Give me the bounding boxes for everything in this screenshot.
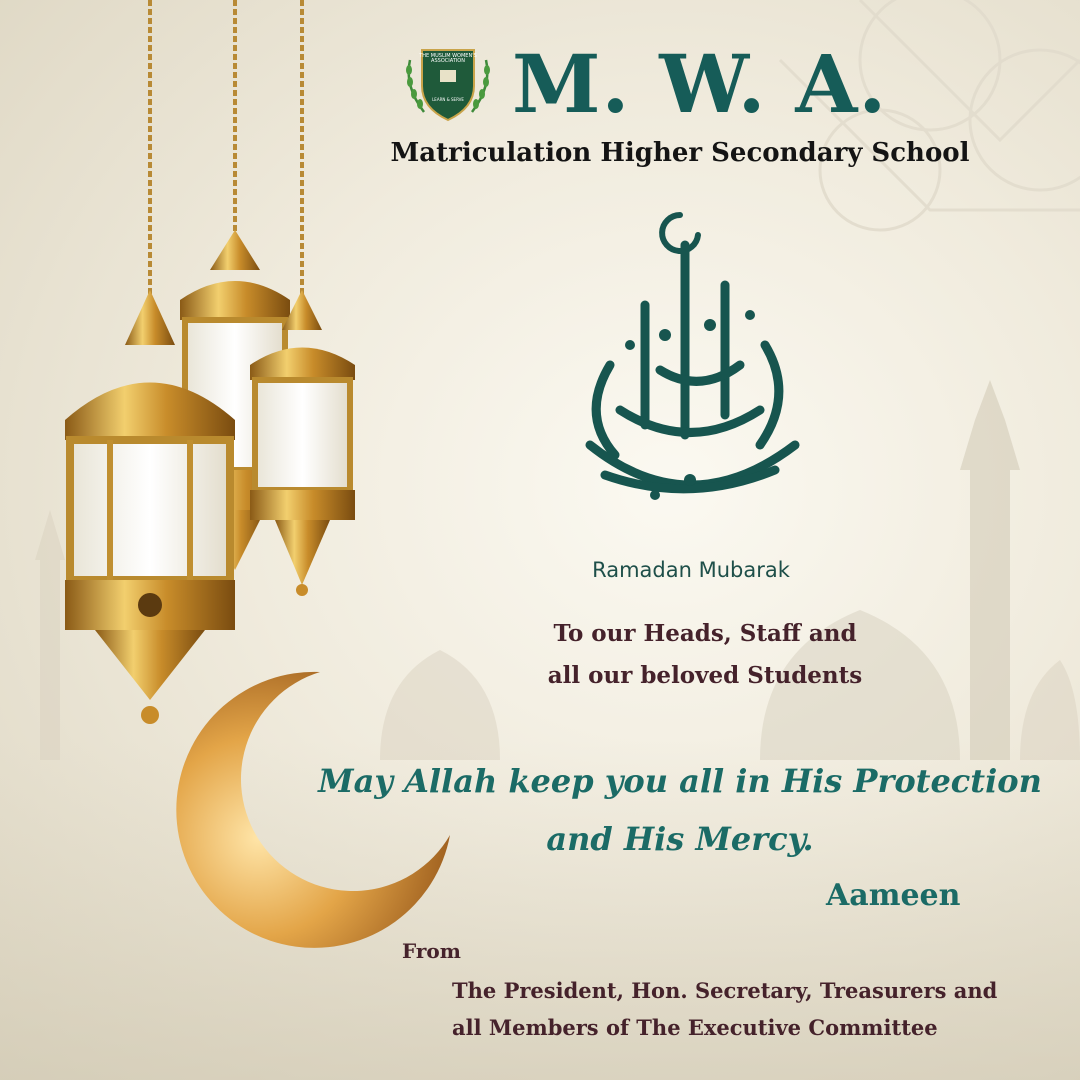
signature-line-2: all Members of The Executive Committee xyxy=(452,1015,938,1040)
crescent-moon-icon xyxy=(170,660,460,950)
ramadan-mubarak-caption: Ramadan Mubarak xyxy=(592,558,790,582)
signature-line-1: The President, Hon. Secretary, Treasurers and xyxy=(452,978,998,1003)
prayer-line-2: and His Mercy. xyxy=(546,820,814,858)
logo-motto: LEARN & SERVE xyxy=(432,97,464,102)
prayer-line-1: May Allah keep you all in His Protection xyxy=(318,762,1042,800)
hanging-lantern-icon xyxy=(0,0,420,760)
from-label: From xyxy=(402,939,461,963)
ramadan-mubarak-calligraphy xyxy=(560,195,820,535)
aameen-text: Aameen xyxy=(826,878,961,913)
school-title: M. W. A. xyxy=(512,37,888,131)
dedication-line-2: all our beloved Students xyxy=(547,662,863,689)
logo-text: THE MUSLIM WOMEN'S ASSOCIATION xyxy=(419,53,477,64)
school-subtitle: Matriculation Higher Secondary School xyxy=(390,138,970,168)
dedication-line-1: To our Heads, Staff and xyxy=(553,620,857,647)
